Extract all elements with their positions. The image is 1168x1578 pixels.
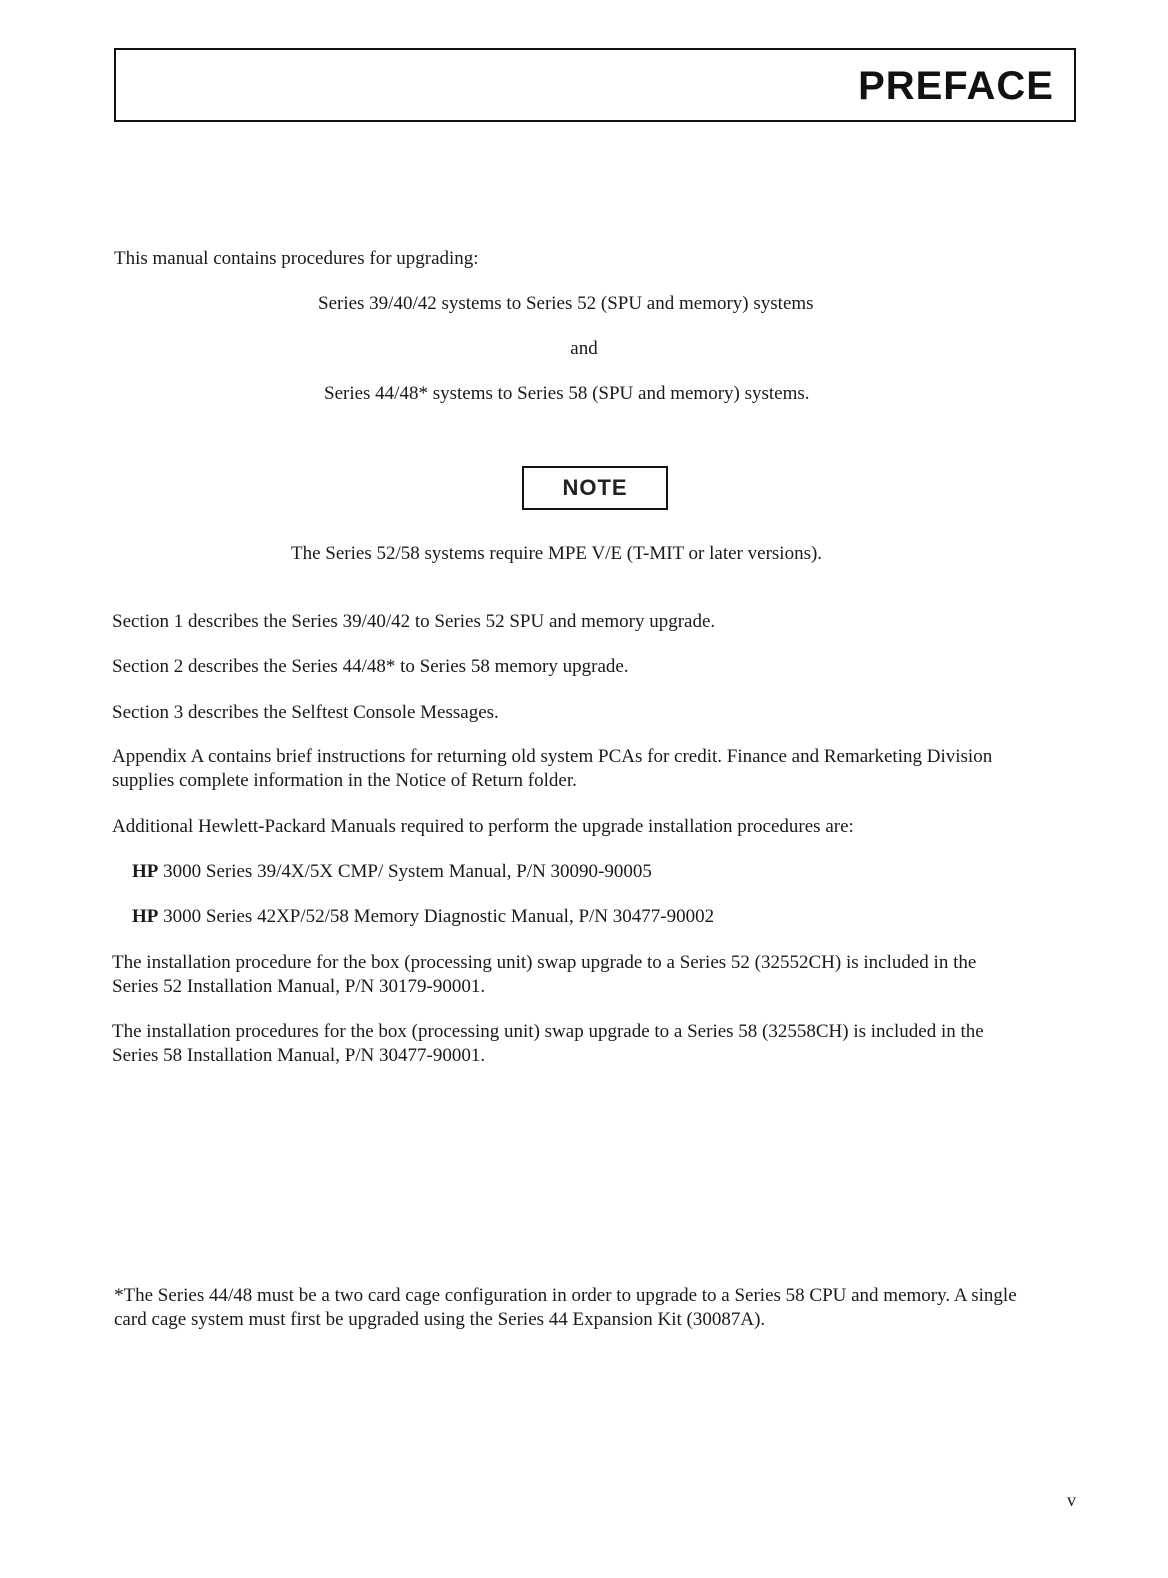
upgrade-line-2: Series 44/48* systems to Series 58 (SPU and memory) systems.: [324, 383, 810, 404]
footnote-line-2: card cage system must first be upgraded using the Series 44 Expansion Kit (30087A).: [114, 1309, 766, 1330]
intro-text: This manual contains procedures for upgrading:: [114, 248, 479, 269]
section-1-text: Section 1 describes the Series 39/40/42 to Series 52 SPU and memory upgrade.: [112, 611, 716, 632]
footnote-line-1: *The Series 44/48 must be a two card cage configuration in order to upgrade to a Series 58 CPU and memory. A single: [114, 1285, 1017, 1306]
manual-item: [132, 904, 714, 929]
upgrade-and: and: [570, 338, 598, 359]
manual-title: 3000 Series 42XP/52/58 Memory Diagnostic Manual, P/N 30477-90002: [158, 906, 715, 927]
upgrade-line-1: Series 39/40/42 systems to Series 52 (SPU and memory) systems: [318, 293, 814, 314]
appendix-line-2: supplies complete information in the Notice of Return folder.: [112, 770, 577, 791]
note-box: [522, 466, 668, 510]
manuals-intro: Additional Hewlett-Packard Manuals required to perform the upgrade installation procedures are:: [112, 816, 854, 837]
section-3-text: Section 3 describes the Selftest Console Messages.: [112, 702, 499, 723]
note-text: The Series 52/58 systems require MPE V/E (T-MIT or later versions).: [291, 543, 823, 564]
install-58-line-2: Series 58 Installation Manual, P/N 30477-90001.: [112, 1045, 486, 1066]
install-58-line-1: The installation procedures for the box (processing unit) swap upgrade to a Series 58 (32558CH) is included in the: [112, 1021, 984, 1042]
manual-item: [132, 859, 652, 884]
manual-prefix: HP: [132, 906, 159, 927]
install-52-line-2: Series 52 Installation Manual, P/N 30179-90001.: [112, 976, 486, 997]
manual-title: 3000 Series 39/4X/5X CMP/ System Manual, P/N 30090-90005: [158, 861, 652, 882]
page-title: PREFACE: [858, 64, 1054, 108]
title-box: [114, 48, 1076, 122]
appendix-line-1: Appendix A contains brief instructions for returning old system PCAs for credit. Finance and Remarketing Division: [112, 746, 993, 767]
section-2-text: Section 2 describes the Series 44/48* to Series 58 memory upgrade.: [112, 656, 629, 677]
page-number: v: [1067, 1490, 1076, 1510]
install-52-line-1: The installation procedure for the box (processing unit) swap upgrade to a Series 52 (32552CH) is included in the: [112, 952, 977, 973]
manual-prefix: HP: [132, 861, 159, 882]
note-label: NOTE: [562, 475, 628, 500]
